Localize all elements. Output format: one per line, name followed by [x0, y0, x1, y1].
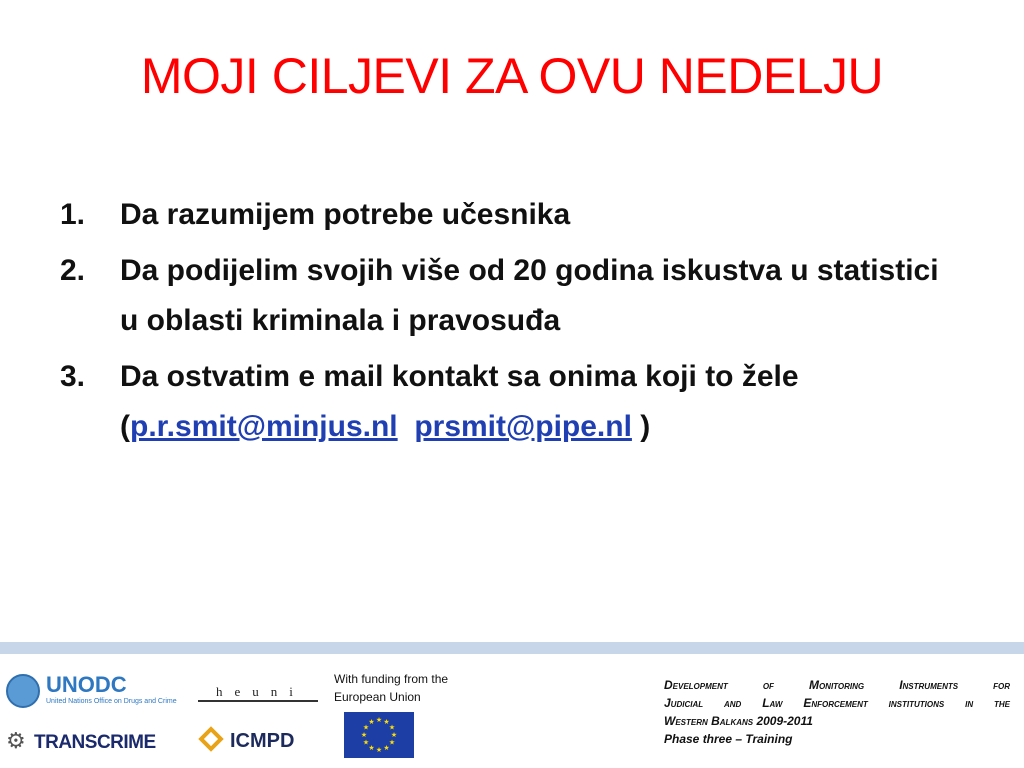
svg-text:★: ★	[368, 718, 375, 726]
unodc-logo	[6, 672, 196, 712]
heuni-logo	[198, 680, 318, 720]
funding-line-1: With funding from the	[334, 672, 449, 686]
svg-text:★: ★	[375, 746, 383, 754]
project-line-4: Phase three – Training	[664, 732, 793, 746]
slide-title: MOJI CILJEVI ZA OVU NEDELJU	[140, 48, 884, 104]
icmpd-logo	[198, 726, 308, 756]
svg-text:★: ★	[362, 738, 370, 747]
svg-text:★: ★	[375, 716, 383, 724]
transcrime-text: TRANSCRIME	[34, 732, 156, 753]
svg-text:★: ★	[388, 738, 396, 747]
eu-flag-icon	[344, 712, 414, 758]
funding-note	[334, 670, 448, 706]
unodc-name: UNODC	[46, 672, 127, 697]
paren-open: (	[120, 410, 130, 443]
eu-stars	[344, 712, 414, 758]
heuni-text: heuni	[216, 684, 305, 699]
goal-item-3	[60, 352, 960, 452]
svg-text:★: ★	[362, 723, 370, 732]
unodc-subtitle: United Nations Office on Drugs and Crime	[46, 698, 177, 705]
goal-item-2	[60, 246, 960, 346]
footer-band	[0, 642, 1024, 654]
svg-text:★: ★	[383, 744, 390, 752]
goal-number: 3.	[60, 360, 86, 393]
un-emblem-icon	[6, 674, 40, 708]
goals-list	[60, 190, 960, 458]
goal-text: Da podijelim svojih više od 20 godina iskustva u statistici u oblasti kriminala i pravosuđa	[120, 254, 939, 337]
footer	[0, 654, 1024, 768]
goal-text: Da razumijem potrebe učesnika	[120, 198, 571, 231]
heuni-line	[198, 700, 318, 702]
goal-text: Da ostvatim e mail kontakt sa onima koji to žele	[120, 360, 799, 393]
paren-close: )	[640, 410, 651, 443]
goal-number: 2.	[60, 254, 86, 287]
icmpd-text: ICMPD	[230, 730, 295, 752]
project-line-2: Judicial and Law Enforcement institutions in the	[664, 696, 1010, 710]
project-description	[664, 676, 1010, 748]
svg-text:★: ★	[368, 744, 375, 752]
svg-text:★: ★	[390, 731, 398, 739]
svg-text:★: ★	[383, 718, 390, 726]
goal-item-1	[60, 190, 960, 240]
svg-text:★: ★	[360, 731, 368, 739]
transcrime-logo	[6, 726, 156, 756]
transcrime-mark-icon: ⚙	[6, 728, 26, 753]
goal-number: 1.	[60, 198, 86, 231]
email-link-minjus[interactable]: p.r.smit@minjus.nl	[130, 410, 398, 443]
icmpd-diamond-icon	[198, 726, 223, 751]
email-link-pipe[interactable]: prsmit@pipe.nl	[414, 410, 632, 443]
project-line-3: Western Balkans 2009-2011	[664, 714, 813, 728]
project-line-1: Development of Monitoring Instruments for	[664, 678, 1010, 692]
svg-text:★: ★	[388, 723, 396, 732]
funding-line-2: European Union	[334, 690, 421, 704]
